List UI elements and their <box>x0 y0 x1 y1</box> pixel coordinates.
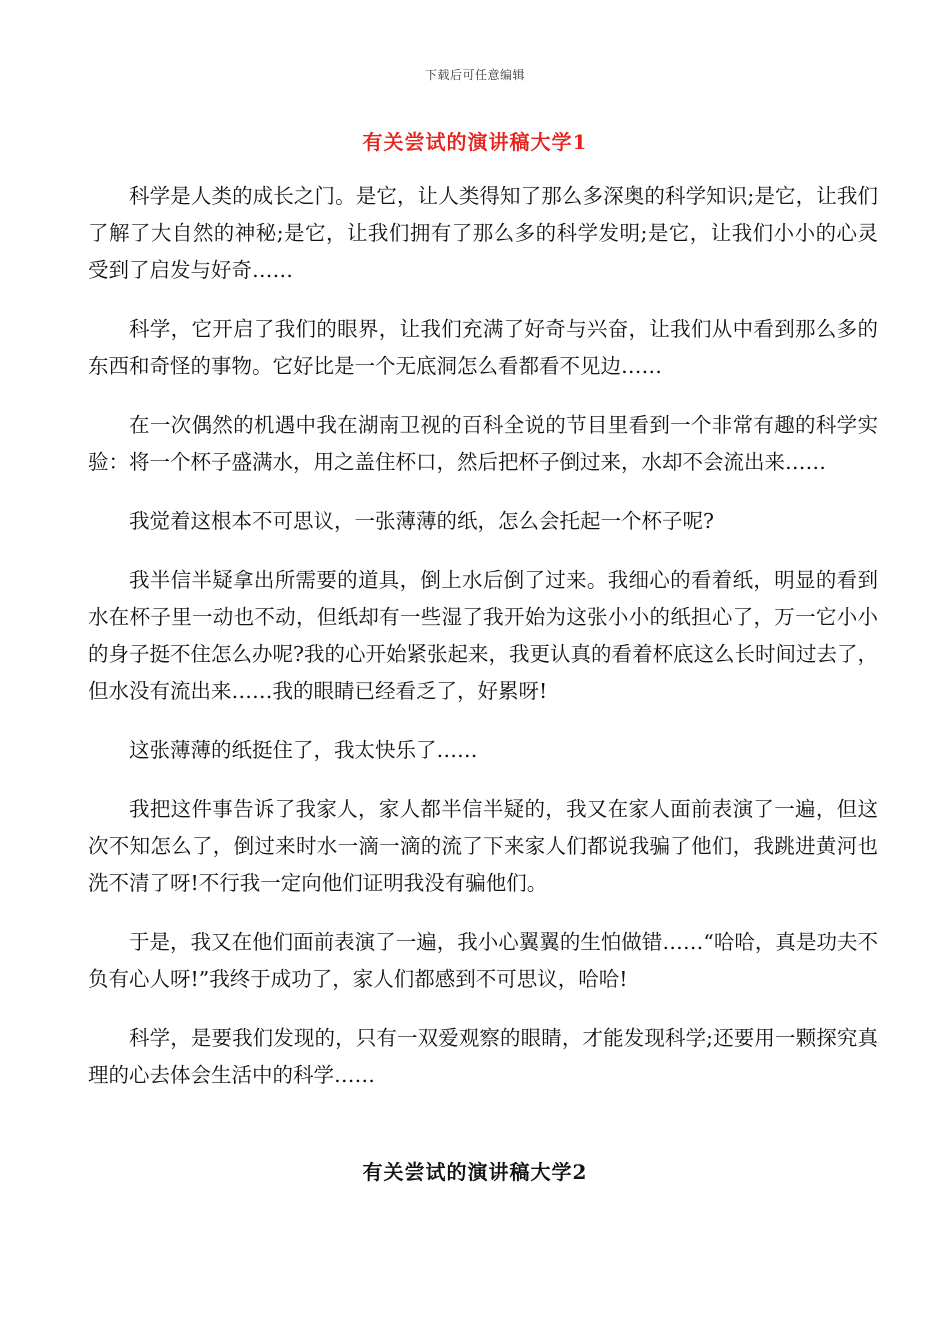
document-title-2: 有关尝试的演讲稿大学2 <box>362 1160 588 1184</box>
paragraph-1: 科学是人类的成长之门。是它，让人类得知了那么多深奥的科学知识;是它，让我们了解了大自然的神秘;是它，让我们拥有了那么多的科学发明;是它，让我们小小的心灵受到了启发与好奇…… <box>88 184 878 282</box>
document-title-1: 有关尝试的演讲稿大学1 <box>362 130 588 154</box>
paragraph-8: 于是，我又在他们面前表演了一遍，我小心翼翼的生怕做错……“哈哈，真是功夫不负有心人呀!”我终于成功了，家人们都感到不可思议，哈哈! <box>88 930 878 991</box>
paragraph-6: 这张薄薄的纸挺住了，我太快乐了…… <box>129 738 478 762</box>
paragraph-7: 我把这件事告诉了我家人，家人都半信半疑的，我又在家人面前表演了一遍，但这次不知怎么了，倒过来时水一滴一滴的流了下来家人们都说我骗了他们，我跳进黄河也洗不清了呀!不行我一定向他们证明我没有骗他们。 <box>88 797 878 895</box>
paragraph-2: 科学，它开启了我们的眼界，让我们充满了好奇与兴奋，让我们从中看到那么多的东西和奇怪的事物。它好比是一个无底洞怎么看都看不见边…… <box>88 317 878 378</box>
document-body <box>88 178 878 1116</box>
paragraph-9: 科学，是要我们发现的，只有一双爱观察的眼睛，才能发现科学;还要用一颗探究真理的心去体会生活中的科学…… <box>88 1026 878 1087</box>
paragraph-4: 我觉着这根本不可思议，一张薄薄的纸，怎么会托起一个杯子呢? <box>129 509 714 533</box>
paragraph-5: 我半信半疑拿出所需要的道具，倒上水后倒了过来。我细心的看着纸，明显的看到水在杯子里一动也不动，但纸却有一些湿了我开始为这张小小的纸担心了，万一它小小的身子挺不住怎么办呢?我的心开始紧张起来，我更认真的看着杯底这么长时间过去了，但水没有流出来……我的眼睛已经看乏了，好累呀! <box>88 568 878 703</box>
page-header-note: 下载后可任意编辑 <box>424 68 525 82</box>
paragraph-3: 在一次偶然的机遇中我在湖南卫视的百科全说的节目里看到一个非常有趣的科学实验：将一个杯子盛满水，用之盖住杯口，然后把杯子倒过来，水却不会流出来…… <box>88 413 878 474</box>
